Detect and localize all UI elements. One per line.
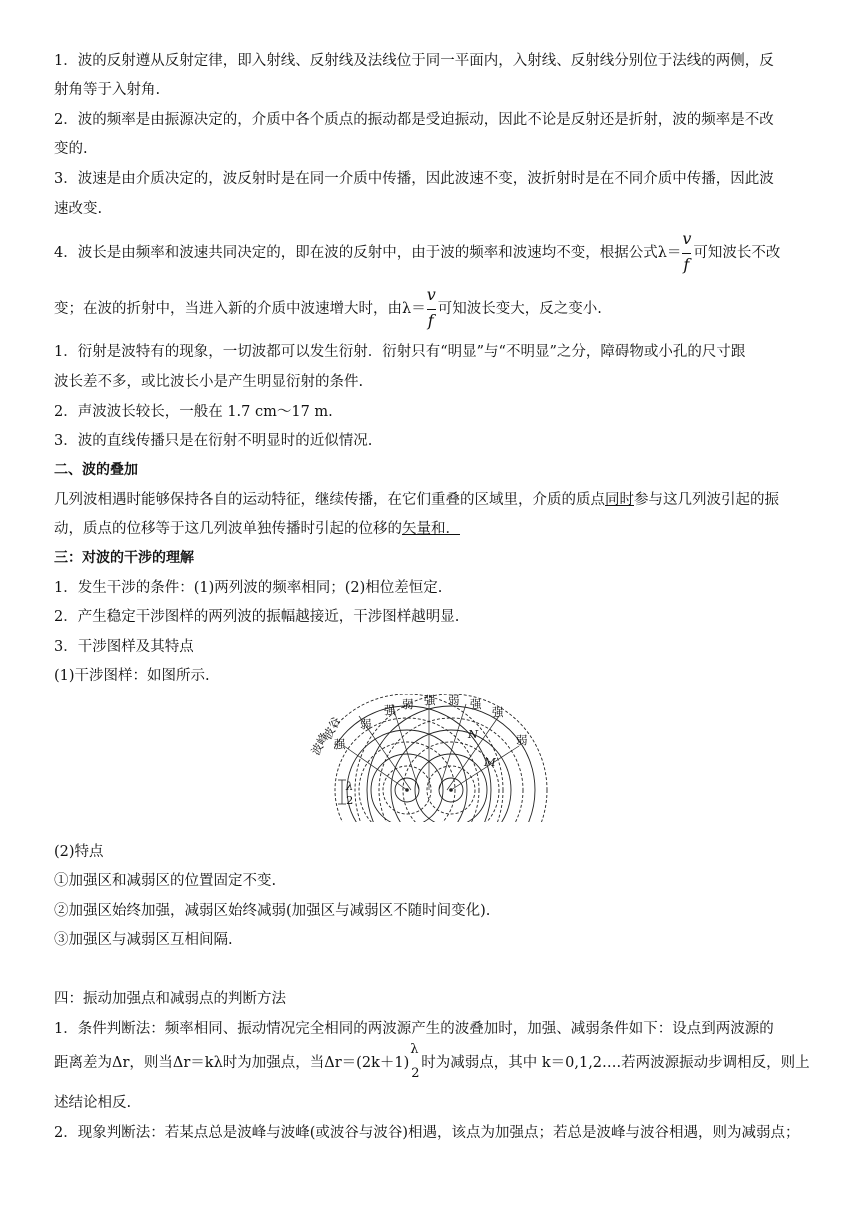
label-lambda: λ (346, 779, 354, 793)
interference-point-3: 3．干涉图样及其特点 (54, 639, 194, 655)
features-title: (2)特点 (54, 844, 104, 860)
label-point-m: M (484, 755, 496, 769)
reflection-point-4-text-2: 变；在波的折射中，当进入新的介质中波速增大时，由λ＝ (54, 301, 426, 317)
reflection-point-2-line-2: 变的. (54, 141, 88, 157)
feature-2: ②加强区始终加强，减弱区始终减弱(加强区与减弱区不随时间变化). (54, 903, 491, 919)
section-heading-interference: 三：对波的干涉的理解 (54, 550, 194, 566)
formula-denominator: 2 (411, 1066, 420, 1081)
wave-source-1 (405, 788, 409, 792)
interference-point-2: 2．产生稳定干涉图样的两列波的振幅越接近，干涉图样越明显. (54, 609, 460, 625)
fraction-bar (427, 309, 436, 310)
reflection-point-3-line-2: 速改变. (54, 201, 103, 217)
label-strong: 强 (470, 697, 482, 711)
label-strong: 强 (334, 737, 346, 751)
diffraction-point-3: 3．波的直线传播只是在衍射不明显时的近似情况. (54, 433, 373, 449)
reflection-point-4-line-1 (54, 229, 781, 274)
label-wave-trough: 波谷 (320, 714, 344, 742)
label-weak: 弱 (448, 694, 460, 707)
source-1-wavefronts (311, 694, 503, 826)
underlined-term-vector-sum: 矢量和． (402, 521, 460, 537)
judgement-point-1-line-2 (54, 1042, 810, 1081)
section-heading-judgement: 四：振动加强点和减弱点的判断方法 (54, 991, 286, 1007)
formula-denominator: f (683, 255, 690, 274)
label-weak: 弱 (402, 697, 414, 711)
reflection-point-3-line-1: 3．波速是由介质决定的，波反射时是在同一介质中传播，因此波速不变，波折射时是在不同介质中传播，因此波 (54, 171, 774, 187)
diffraction-point-1-line-1: 1．衍射是波特有的现象，一切波都可以发生衍射．衍射只有“明显”与“不明显”之分，障碍物或小孔的尺寸跟 (54, 344, 746, 360)
wave-source-2 (449, 788, 453, 792)
judgement-point-1-line-3: 述结论相反. (54, 1095, 132, 1111)
diffraction-point-2: 2．声波波长较长，一般在 1.7 cm～17 m. (54, 404, 333, 420)
feature-1: ①加强区和减弱区的位置固定不变. (54, 873, 277, 889)
judgement-point-1-line-1: 1．条件判断法：频率相同、振动情况完全相同的两波源产生的波叠加时，加强、减弱条件如下：设点到两波源的 (54, 1021, 774, 1037)
judgement-text-end: 时为减弱点，其中 k＝0,1,2….若两波源振动步调相反，则上 (421, 1055, 810, 1071)
section-heading-superposition: 二、波的叠加 (54, 462, 138, 478)
label-two: 2 (346, 793, 354, 807)
label-weak: 弱 (360, 717, 372, 731)
half-wavelength-marker (338, 779, 353, 807)
reflection-point-2-line-1: 2．波的频率是由振源决定的，介质中各个质点的振动都是受迫振动，因此不论是反射还是折射，波的频率是不改 (54, 112, 774, 128)
fraction-bar (682, 253, 691, 254)
interference-point-1: 1．发生干涉的条件：(1)两列波的频率相同；(2)相位差恒定. (54, 580, 443, 596)
formula-numerator: v (682, 229, 692, 248)
reflection-point-4-line-2 (54, 285, 602, 330)
superposition-text-1-end: 参与这几列波引起的振 (634, 492, 779, 508)
formula-numerator: λ (410, 1042, 419, 1057)
superposition-line-1 (54, 490, 779, 510)
formula-numerator: v (426, 285, 436, 304)
superposition-text-1: 几列波相遇时能够保持各自的运动特征，继续传播，在它们重叠的区域里，介质的质点 (54, 492, 605, 508)
label-strong: 强 (492, 705, 504, 719)
judgement-point-2: 2．现象判断法：若某点总是波峰与波峰(或波谷与波谷)相遇，该点为加强点；若总是波峰与波谷相遇，则为减弱点； (54, 1125, 800, 1141)
diffraction-point-1-line-2: 波长差不多，或比波长小是产生明显衍射的条件. (54, 374, 364, 390)
label-strong: 强 (424, 694, 436, 707)
formula-v-over-f-2 (426, 285, 437, 330)
label-wave-crest: 波峰 (308, 730, 332, 758)
formula-lambda-over-2 (410, 1042, 420, 1081)
label-point-n: N (468, 727, 479, 741)
superposition-line-2 (54, 519, 460, 539)
formula-v-over-f (682, 229, 692, 274)
superposition-text-2: 动，质点的位移等于这几列波单独传播时引起的位移的 (54, 521, 402, 537)
reflection-point-1-line-1: 1．波的反射遵从反射定律，即入射线、反射线及法线位于同一平面内，入射线、反射线分别位于法线的两侧，反 (54, 53, 774, 69)
label-weak: 弱 (516, 733, 528, 747)
feature-3: ③加强区与减弱区互相间隔. (54, 932, 233, 948)
judgement-text: 距离差为Δr，则当Δr＝kλ时为加强点，当Δr＝(2k＋1) (54, 1055, 410, 1071)
label-strong: 强 (384, 703, 396, 717)
formula-denominator: f (427, 311, 434, 330)
interference-pattern-figure (304, 694, 554, 826)
interference-pattern-caption: (1)干涉图样：如图所示. (54, 668, 210, 684)
reflection-point-1-line-2: 射角等于入射角. (54, 82, 161, 98)
underlined-term-simultaneous: 同时 (605, 492, 634, 508)
reflection-point-4-text: 4．波长是由频率和波速共同决定的，即在波的反射中，由于波的频率和波速均不变，根据公式λ＝ (54, 245, 682, 261)
reflection-point-4-text-2-end: 可知波长变大，反之变小. (437, 301, 602, 317)
reflection-point-4-text-end: 可知波长不改 (693, 245, 781, 261)
